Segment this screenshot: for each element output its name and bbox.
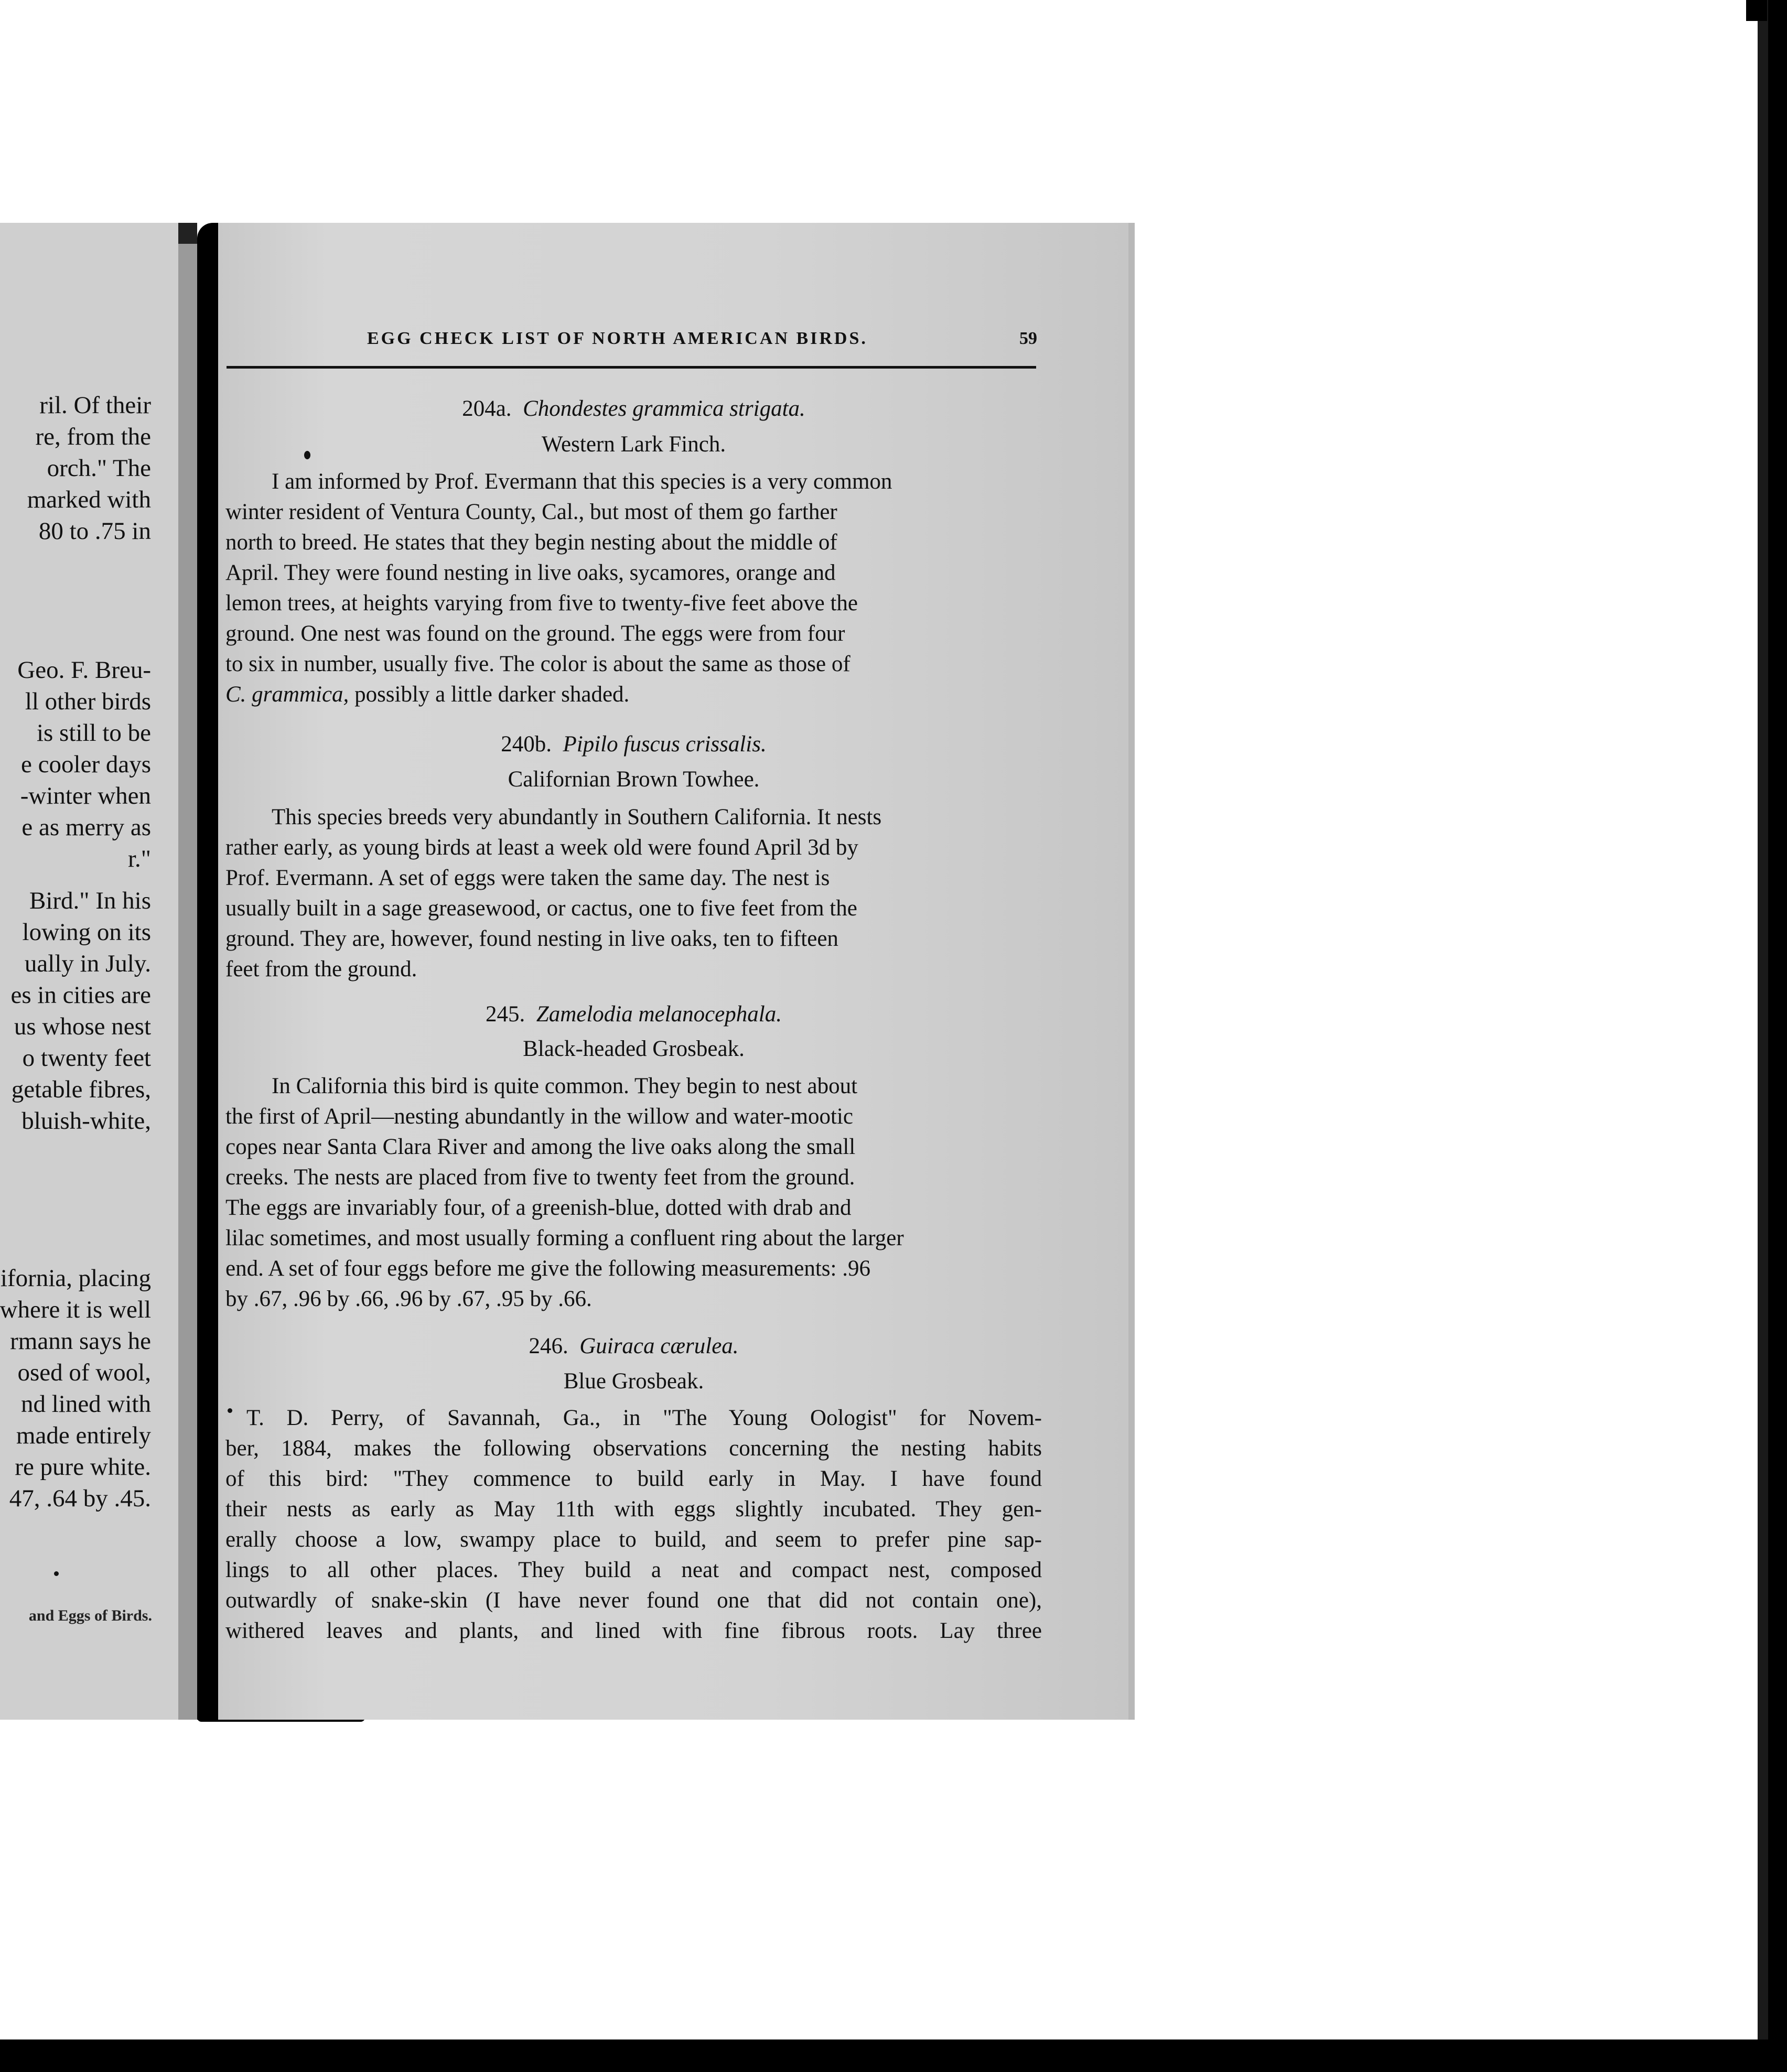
book-spine <box>197 223 218 1720</box>
previous-page-line: nd lined with <box>20 1390 151 1418</box>
previous-page-line: osed of wool, <box>17 1359 151 1386</box>
previous-page-line: bluish-white, <box>21 1107 151 1135</box>
text-line: of this bird: "They commence to build early in May. I have found <box>225 1466 1042 1491</box>
text-line: winter resident of Ventura County, Cal., but most of them go farther <box>225 500 837 524</box>
previous-page-line: e cooler days <box>21 751 151 778</box>
account-paragraph <box>225 467 1042 710</box>
text-line: lilac sometimes, and most usually forming a confluent ring about the larger <box>225 1226 904 1250</box>
previous-page-line: ril. Of their <box>39 392 151 419</box>
text-line: lemon trees, at heights varying from five to twenty-five feet above the <box>225 591 858 616</box>
text-line: withered leaves and plants, and lined with fine fibrous roots. Lay three <box>225 1618 1042 1643</box>
previous-page-line: orch." The <box>47 455 151 482</box>
scan-border <box>1746 0 1767 21</box>
text-line: north to breed. He states that they begin nesting about the middle of <box>225 530 837 555</box>
species-heading <box>225 396 1042 422</box>
text-line: the first of April—nesting abundantly in the willow and water-mootic <box>225 1104 853 1129</box>
common-name: Blue Grosbeak. <box>563 1369 704 1394</box>
previous-page-footer: and Eggs of Birds. <box>28 1607 152 1624</box>
text-line: In California this bird is quite common. They begin to nest about <box>272 1074 858 1098</box>
scientific-name: Guiraca cærulea. <box>579 1334 739 1358</box>
scan-border <box>1758 0 1768 2072</box>
text-line: their nests as early as May 11th with eggs slightly incubated. They gen- <box>225 1497 1042 1521</box>
text-line: The eggs are invariably four, of a greenish-blue, dotted with drab and <box>225 1195 852 1220</box>
species-account <box>225 1403 1042 1646</box>
previous-page-line: Bird." In his <box>29 887 151 914</box>
previous-page-line: lowing on its <box>22 919 151 946</box>
text-line: lings to all other places. They build a neat and compact nest, composed <box>225 1558 1042 1582</box>
previous-page-line: ll other birds <box>25 688 151 715</box>
species-account <box>225 802 1042 985</box>
previous-page-line: ually in July. <box>24 950 151 977</box>
account-paragraph <box>225 1071 1042 1314</box>
text-line: ground. One nest was found on the ground. The eggs were from four <box>225 621 845 646</box>
text-line: ber, 1884, makes the following observations concerning the nesting habits <box>225 1436 1042 1461</box>
previous-page-line: 47, .64 by .45. <box>9 1485 151 1512</box>
common-name: Californian Brown Towhee. <box>508 767 760 792</box>
text-line: April. They were found nesting in live oaks, sycamores, orange and <box>225 560 836 585</box>
book-gutter-top <box>178 223 197 244</box>
species-number: 245. <box>486 1002 525 1027</box>
scientific-name: Pipilo fuscus crissalis. <box>563 732 767 757</box>
previous-page-line: r." <box>128 845 151 872</box>
species-account <box>225 467 1042 710</box>
species-heading <box>225 1001 1042 1027</box>
species-reference: C. grammica, <box>225 682 349 707</box>
previous-page-line: re pure white. <box>15 1453 151 1481</box>
previous-page-line: is still to be <box>36 719 151 747</box>
text-line: This species breeds very abundantly in Southern California. It nests <box>272 805 882 829</box>
text-line: outwardly of snake-skin (I have never found one that did not contain one), <box>225 1588 1042 1613</box>
previous-page-line: made entirely <box>16 1422 151 1449</box>
account-paragraph <box>225 1403 1042 1646</box>
text-fragment: possibly a little darker shaded. <box>349 682 630 707</box>
species-heading <box>225 1333 1042 1359</box>
text-line: end. A set of four eggs before me give the following measurements: .96 <box>225 1256 870 1281</box>
species-number: 240b. <box>501 732 552 757</box>
text-line: erally choose a low, swampy place to build, and seem to prefer pine sap- <box>225 1527 1042 1552</box>
previous-page-line: -winter when <box>20 782 151 810</box>
text-line: feet from the ground. <box>225 957 417 981</box>
header-rule <box>227 366 1036 369</box>
previous-page-line: ifornia, placing <box>0 1265 151 1292</box>
previous-page-line: getable fibres, <box>11 1076 151 1103</box>
species-number: 246. <box>529 1334 568 1358</box>
previous-page-line: Geo. F. Breu- <box>17 656 151 684</box>
text-line <box>225 679 1042 710</box>
text-line: I am informed by Prof. Evermann that this species is a very common <box>272 469 892 494</box>
scientific-name: Zamelodia melanocephala. <box>536 1002 782 1027</box>
ink-speck <box>228 1408 232 1413</box>
common-name: Black-headed Grosbeak. <box>523 1037 745 1061</box>
text-line: copes near Santa Clara River and among the live oaks along the small <box>225 1135 856 1159</box>
text-line: T. D. Perry, of Savannah, Ga., in "The Young Oologist" for Novem- <box>246 1406 1042 1430</box>
page-number: 59 <box>1019 329 1037 348</box>
text-line: rather early, as young birds at least a week old were found April 3d by <box>225 835 858 860</box>
previous-page <box>0 223 178 1720</box>
previous-page-line: marked with <box>27 486 151 513</box>
previous-page-line: re, from the <box>35 423 151 450</box>
ink-speck <box>304 451 310 459</box>
account-paragraph <box>225 802 1042 985</box>
species-number: 204a. <box>462 396 512 421</box>
previous-page-line: rmann says he <box>10 1328 151 1355</box>
species-heading <box>225 731 1042 757</box>
common-name: Western Lark Finch. <box>541 432 726 457</box>
text-line: Prof. Evermann. A set of eggs were taken the same day. The nest is <box>225 866 830 890</box>
text-line: creeks. The nests are placed from five to twenty feet from the ground. <box>225 1165 855 1190</box>
scientific-name: Chondestes grammica strigata. <box>523 396 805 421</box>
ink-speck <box>54 1571 59 1576</box>
previous-page-line: o twenty feet <box>22 1044 151 1072</box>
previous-page-line: e as merry as <box>21 814 151 841</box>
species-account <box>225 1071 1042 1314</box>
text-line: by .67, .96 by .66, .96 by .67, .95 by .66. <box>225 1287 592 1311</box>
running-head: EGG CHECK LIST OF NORTH AMERICAN BIRDS. <box>367 329 868 348</box>
scan-border <box>1768 0 1787 2072</box>
previous-page-line: 80 to .75 in <box>38 517 151 545</box>
text-line: usually built in a sage greasewood, or cactus, one to five feet from the <box>225 896 857 921</box>
previous-page-line: where it is well <box>0 1296 151 1323</box>
previous-page-line: es in cities are <box>10 981 151 1009</box>
previous-page-line: us whose nest <box>14 1013 151 1040</box>
text-line: to six in number, usually five. The color is about the same as those of <box>225 652 851 676</box>
book-gutter-shadow <box>178 223 197 1720</box>
scan-border <box>0 2039 1787 2072</box>
text-line: ground. They are, however, found nesting in live oaks, ten to fifteen <box>225 926 838 951</box>
page-edge <box>1128 223 1135 1720</box>
